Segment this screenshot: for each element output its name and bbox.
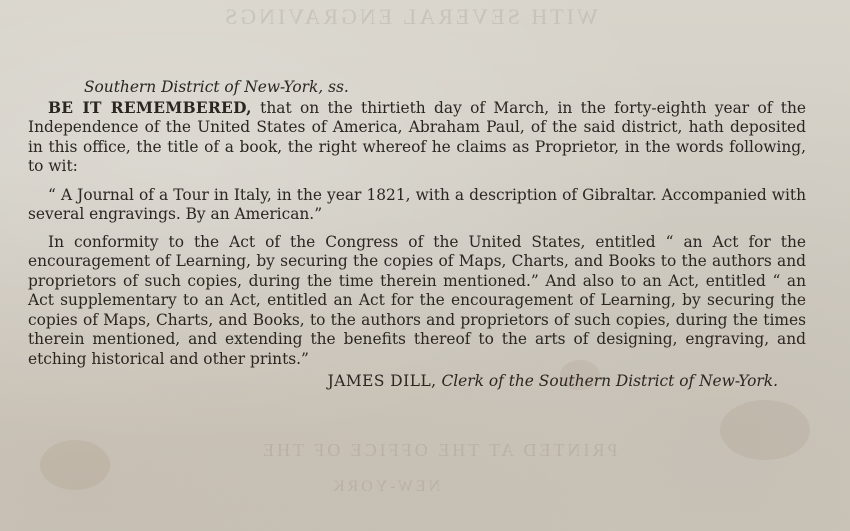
remembered-paragraph <box>28 99 806 177</box>
foxing-spot <box>40 440 110 490</box>
book-title-quote: “ A Journal of a Tour in Italy, in the year 1821, with a description of Gibraltar. Accompanied with several engravings. By an American.” <box>28 185 806 223</box>
foxing-spot <box>720 400 810 460</box>
show-through-text-top: WITH SEVERAL ENGRAVINGS <box>222 4 598 29</box>
district-heading: Southern District of New-York, ss. <box>84 78 349 96</box>
show-through-text-lower: NEW-YORK <box>330 478 441 495</box>
remembered-text: that on the thirtieth day of March, in the forty-eighth year of the Independence of the United States of America, Abraham Paul, of the said district, hath deposited in this office, the title of a book, the right whereof he claims as Proprietor, in the words following, to wit: <box>28 98 806 175</box>
conformity-paragraph: In conformity to the Act of the Congress of the United States, entitled “ an Act for the encouragement of Learning, by securing the copies of Maps, Charts, and Books to the authors and proprietors of such copies, during the time therein mentioned.” And also to an Act, entitled “ an Act supplementary to an Act, entitled an Act for the encouragement of Learning, by securing the copies of Maps, Charts, and Books, to the authors and proprietors of such copies, during the times therein mentioned, and extending the benefits thereof to the arts of designing, engraving, and etching historical and other prints.” <box>28 232 806 368</box>
be-it-remembered: BE IT REMEMBERED, <box>48 98 252 117</box>
show-through-text-middle: PRINTED AT THE OFFICE OF THE <box>260 440 618 460</box>
copyright-notice <box>28 78 806 392</box>
clerk-name: JAMES DILL, <box>327 372 437 390</box>
signature-line <box>28 372 806 392</box>
clerk-title: Clerk of the Southern District of New-York. <box>441 372 778 390</box>
